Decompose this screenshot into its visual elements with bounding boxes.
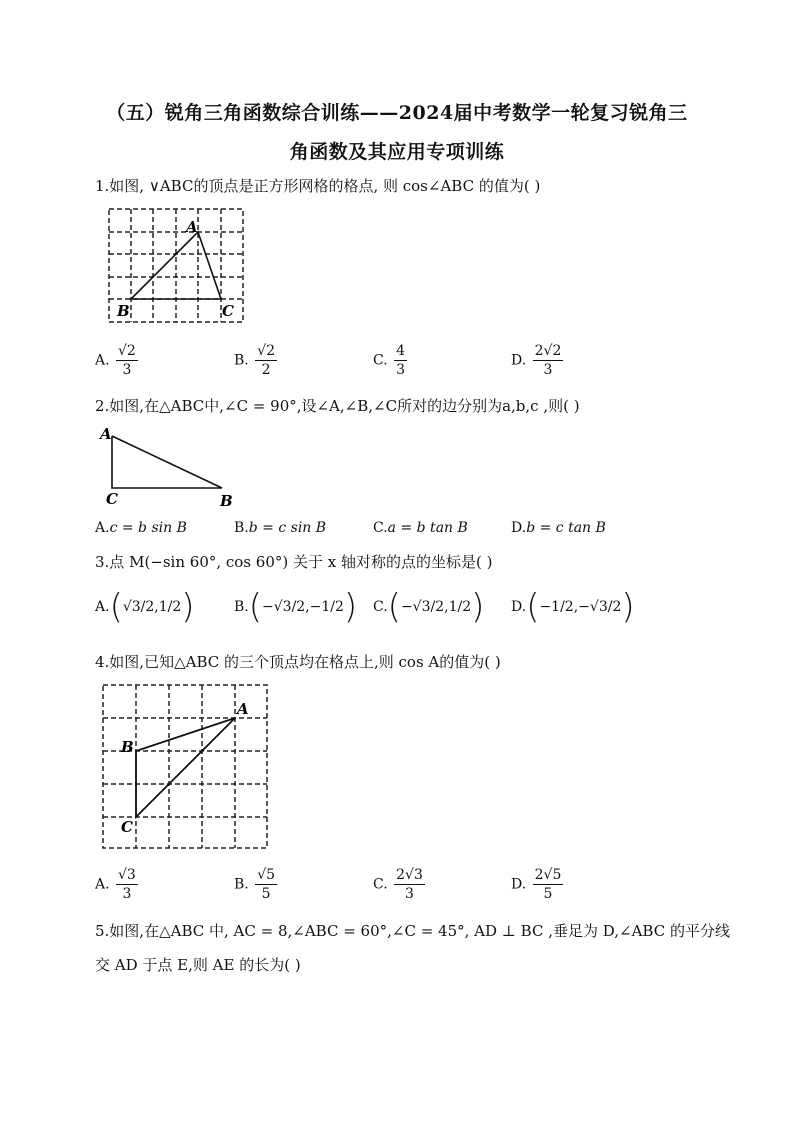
question-1-text: 1.如图, ∨ABC的顶点是正方形网格的格点, 则 cos∠ABC 的值为( ) <box>95 177 541 195</box>
q1-option-d[interactable]: D. $\frac{2√2}{3}$ <box>511 343 562 378</box>
q1-label-b: B <box>117 302 130 320</box>
question-4-figure <box>98 680 274 852</box>
q4-option-b[interactable]: B. $\frac{√5}{5}$ <box>234 867 276 902</box>
q4-option-a[interactable]: A. $\frac{√3}{3}$ <box>95 867 136 902</box>
q3-option-a[interactable]: A.(√3/2,1/2) <box>95 587 195 627</box>
q2-option-a[interactable]: A.c = b sin B <box>95 520 187 536</box>
q2-label-b: B <box>220 492 233 510</box>
q2-option-c[interactable]: C.a = b tan B <box>373 520 468 536</box>
q4-option-c[interactable]: C. $\frac{2√3}{3}$ <box>373 867 423 902</box>
question-1-figure <box>100 205 250 327</box>
q2-option-b[interactable]: B.b = c sin B <box>234 520 327 536</box>
q4-label-a: A <box>237 700 249 718</box>
q3-option-d[interactable]: D.(−1/2,−√3/2) <box>511 587 635 627</box>
q2-label-a: A <box>100 425 112 443</box>
page-title-line-2: 角函数及其应用专项训练 <box>289 141 505 163</box>
q1-label-c: C <box>222 302 234 320</box>
q4-option-d[interactable]: D. $\frac{2√5}{5}$ <box>511 867 562 902</box>
q4-label-c: C <box>121 818 133 836</box>
q2-option-d[interactable]: D.b = c tan B <box>511 520 606 536</box>
question-5-text: 5.如图,在△ABC 中, AC = 8,∠ABC = 60°,∠C = 45°, AD ⊥ BC ,垂足为 D,∠ABC 的平分线 <box>95 922 730 940</box>
q3-option-c[interactable]: C.(−√3/2,1/2) <box>373 587 485 627</box>
page-title-line-1: （五）锐角三角函数综合训练——2024届中考数学一轮复习锐角三 <box>106 102 688 124</box>
question-4-text: 4.如图,已知△ABC 的三个顶点均在格点上,则 cos A的值为( ) <box>95 653 501 671</box>
q1-option-b[interactable]: B. $\frac{√2}{2}$ <box>234 343 276 378</box>
q1-option-c[interactable]: C. $\frac{4}{3}$ <box>373 343 406 378</box>
question-2-text: 2.如图,在△ABC中,∠C = 90°,设∠A,∠B,∠C所对的边分别为a,b,c ,则( ) <box>95 397 580 415</box>
q1-label-a: A <box>186 218 198 236</box>
q3-option-b[interactable]: B.(−√3/2,−1/2) <box>234 587 358 627</box>
q4-label-b: B <box>121 738 134 756</box>
q1-option-a[interactable]: A. $\frac{√2}{3}$ <box>95 343 136 378</box>
question-5-text-cont: 交 AD 于点 E,则 AE 的长为( ) <box>95 956 301 974</box>
q2-label-c: C <box>106 490 118 508</box>
question-2-figure <box>96 422 246 510</box>
question-3-text: 3.点 M(−sin 60°, cos 60°) 关于 x 轴对称的点的坐标是( ) <box>95 553 493 571</box>
